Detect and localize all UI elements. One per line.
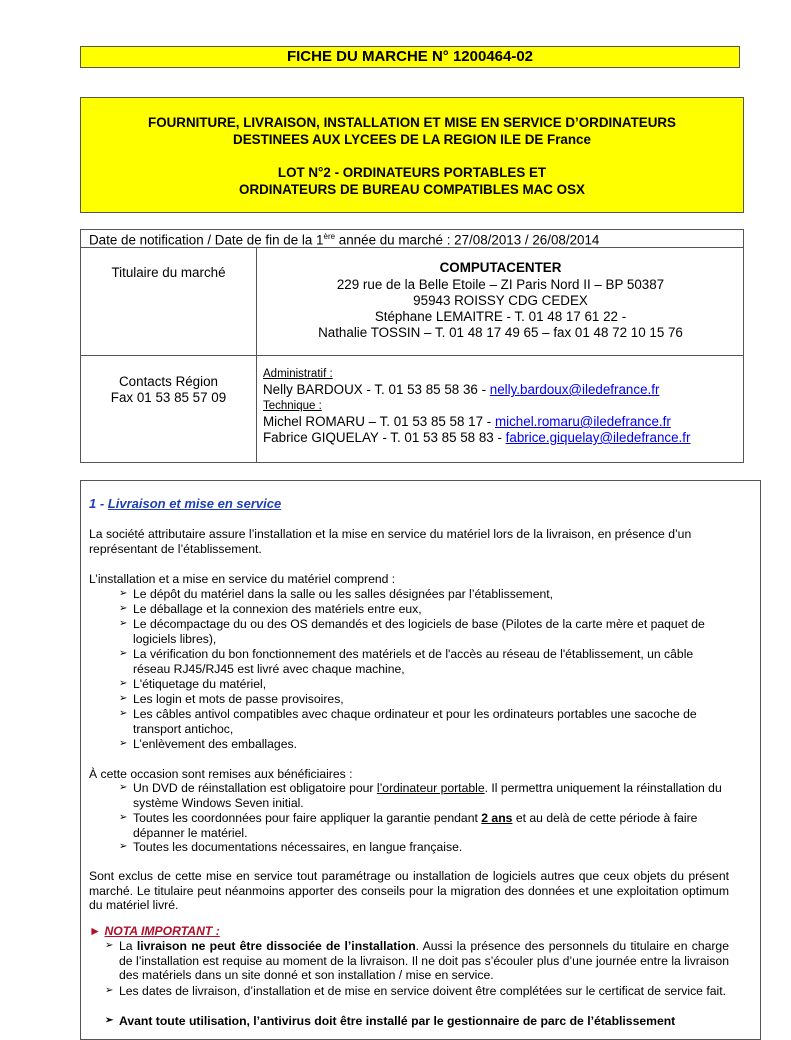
list-item (119, 737, 729, 752)
list-item (119, 647, 729, 676)
list-item-text: Le déballage et la connexion des matériels entre eux, (133, 602, 422, 616)
remis-3-text: Toutes les documentations nécessaires, en langue française. (133, 840, 463, 854)
arrow-bullet-icon: ➢ (105, 940, 114, 951)
arrow-bullet-icon: ➢ (119, 678, 128, 689)
arrow-bullet-icon: ➢ (119, 588, 128, 599)
date-suffix: année du marché : 27/08/2013 / 26/08/2014 (335, 232, 600, 248)
list-item-text: La vérification du bon fonctionnement des matériels et de l'accès au réseau de l'établissement, un câble réseau RJ45/RJ45 est livré avec chaque machine, (133, 647, 694, 676)
nota-item (105, 984, 729, 999)
arrow-bullet-icon: ➢ (119, 812, 128, 823)
delivery-section-box (80, 480, 761, 1040)
tech-contact-1: Michel ROMARU – T. 01 53 85 58 17 - (263, 414, 495, 429)
tech-label: Technique : (263, 400, 322, 412)
header-lot-line-1: LOT N°2 - ORDINATEURS PORTABLES ET (277, 165, 547, 180)
arrow-bullet-icon: ➢ (119, 618, 128, 629)
region-fax: Fax 01 53 85 57 09 (110, 390, 227, 405)
header-line-1: FOURNITURE, LIVRAISON, INSTALLATION ET MISE EN SERVICE D’ORDINATEURS (148, 115, 676, 130)
section-title (89, 496, 281, 511)
list-item-text: L’enlèvement des emballages. (133, 737, 297, 751)
list-item (119, 677, 729, 692)
admin-contact: Nelly BARDOUX - T. 01 53 85 58 36 - (263, 382, 490, 397)
nota-1-bold: livraison ne peut être dissociée de l’installation (136, 939, 416, 953)
list-item (119, 840, 729, 855)
remis-intro: À cette occasion sont remises aux bénéficiaires : (89, 767, 353, 781)
list-item (119, 707, 729, 736)
document-title-box (80, 46, 740, 68)
tech-contact-row-1 (263, 414, 671, 429)
admin-contact-row (263, 382, 659, 397)
list-item-text: Le décompactage du ou des OS demandés et des logiciels de base (Pilotes de la carte mère et paquet de logiciels libres), (133, 617, 705, 646)
tech-contact-row-2 (263, 430, 690, 445)
list-item (119, 602, 729, 617)
list-item (119, 811, 729, 840)
remis-1-text-end: . Il permettra uniquement la réinstallation du système Windows Seven initial. (133, 781, 722, 810)
warranty-duration: 2 ans (481, 811, 513, 825)
list-item-text: L'étiquetage du matériel, (133, 677, 267, 691)
intro-paragraph: La société attributaire assure l’installation et la mise en service du matériel lors de la livraison, en présence d’un représentant de l’établissement. (89, 527, 692, 556)
nota-title: NOTA IMPORTANT : (104, 924, 220, 938)
arrow-bullet-icon: ➢ (119, 708, 128, 719)
tech-email-link-2[interactable]: fabrice.giquelay@iledefrance.fr (505, 430, 691, 445)
list-item (119, 587, 729, 602)
list-item (119, 781, 729, 810)
nota-3-text: Avant toute utilisation, l’antivirus doit être installé par le gestionnaire de parc de l’établissement (119, 1014, 676, 1028)
nota-1-text-end: . Aussi la présence des personnels du titulaire en charge de l’installation est requise au moment de la livraison. Il ne doit pas s’écouler plus d’une journée entre la livraison des matériels dans un site donné et son installation / mise en service. (119, 939, 729, 982)
arrow-bullet-icon: ➢ (119, 738, 128, 749)
date-superscript: ère (323, 232, 336, 241)
arrow-bullet-icon: ➢ (119, 603, 128, 614)
remis-2-text: Toutes les coordonnées pour faire appliquer la garantie pendant (133, 811, 482, 825)
header-line-2: DESTINEES AUX LYCEES DE LA REGION ILE DE France (233, 132, 591, 147)
market-header-box (80, 97, 744, 213)
list-item-text: Les câbles antivol compatibles avec chaque ordinateur et pour les ordinateurs portables une sacoche de transport antichoc, (133, 707, 697, 736)
arrow-bullet-icon: ➢ (119, 648, 128, 659)
remis-1-text: Un DVD de réinstallation est obligatoire pour (133, 781, 377, 795)
list-intro: L’installation et a mise en service du matériel comprend : (89, 572, 396, 586)
table-divider (81, 355, 743, 356)
company-name: COMPUTACENTER (439, 260, 562, 275)
remis-2-text-end: et au delà de cette période à faire dépanner le matériel. (133, 811, 698, 840)
document-title: FICHE DU MARCHE N° 1200464-02 (286, 48, 534, 65)
nota-2-text: Les dates de livraison, d’installation et de mise en service doivent être complétées sur le certificat de service fait. (119, 984, 726, 998)
section-title-text: Livraison et mise en service (107, 496, 282, 511)
table-divider (81, 247, 743, 248)
header-lot-line-2: ORDINATEURS DE BUREAU COMPATIBLES MAC OSX (239, 182, 585, 197)
nota-item (105, 939, 729, 983)
tech-email-link-1[interactable]: michel.romaru@iledefrance.fr (494, 414, 671, 429)
company-contact-1: Stéphane LEMAITRE - T. 01 48 17 61 22 - (374, 309, 627, 324)
admin-label: Administratif : (263, 368, 333, 380)
arrow-bullet-icon: ➢ (105, 1015, 114, 1026)
exclusion-paragraph: Sont exclus de cette mise en service tout paramétrage ou installation de logiciels autres que ceux objets du présent marché. Le titulaire peut néanmoins apporter des conseils pour la migration des données et une exploitation optimum du matériel livré. (89, 869, 729, 912)
titulaire-label: Titulaire du marché (111, 265, 226, 280)
notification-date-row (89, 232, 599, 247)
company-address-line-1: 229 rue de la Belle Etoile – ZI Paris Nord II – BP 50387 (336, 277, 665, 292)
nota-1-text: La (119, 939, 137, 953)
list-item-text: Les login et mots de passe provisoires, (133, 692, 344, 706)
tech-contact-2: Fabrice GIQUELAY - T. 01 53 85 58 83 - (263, 430, 506, 445)
nota-marker-icon: ► (89, 924, 105, 938)
arrow-bullet-icon: ➢ (119, 693, 128, 704)
admin-email-link[interactable]: nelly.bardoux@iledefrance.fr (489, 382, 660, 397)
nota-item (105, 1014, 729, 1029)
list-item-text: Le dépôt du matériel dans la salle ou les salles désignées par l’établissement, (133, 587, 554, 601)
company-contact-2: Nathalie TOSSIN – T. 01 48 17 49 65 – fax 01 48 72 10 15 76 (318, 325, 683, 340)
nota-heading (89, 924, 220, 938)
arrow-bullet-icon: ➢ (119, 782, 128, 793)
company-address-line-2: 95943 ROISSY CDG CEDEX (413, 293, 588, 308)
list-item (119, 617, 729, 646)
section-number: 1 - (89, 496, 108, 511)
arrow-bullet-icon: ➢ (119, 841, 128, 852)
arrow-bullet-icon: ➢ (105, 985, 114, 996)
market-info-table (80, 229, 744, 463)
remis-1-underlined: l’ordinateur portable (376, 781, 485, 795)
contacts-region-label: Contacts Région (119, 374, 218, 389)
list-item (119, 692, 729, 707)
date-prefix: Date de notification / Date de fin de la 1 (89, 232, 324, 248)
